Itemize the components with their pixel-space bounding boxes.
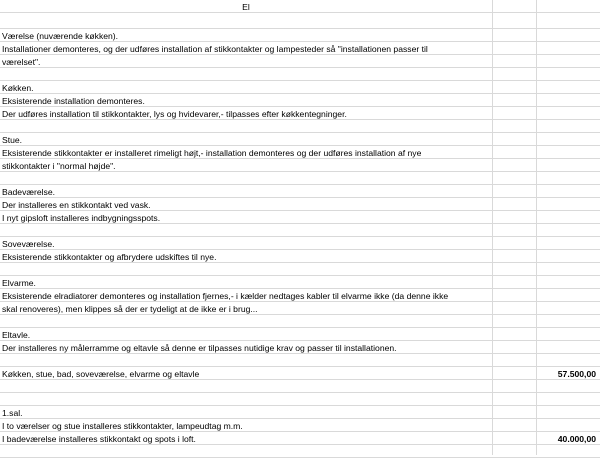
cell-description[interactable]: Der installeres en stikkontakt ved vask. (2, 200, 151, 210)
cell-description[interactable]: Installationer demonteres, og der udføres installation af stikkontakter og lampesteder så "installationen passer til (2, 44, 428, 54)
cell-description[interactable]: I nyt gipsloft installeres indbygningsspots. (2, 213, 161, 223)
cell-description[interactable]: Stue. (2, 135, 23, 145)
table-row (0, 328, 600, 341)
cell-description[interactable]: Eksisterende stikkontakter er installeret rimeligt højt,- installation demonteres og der udføres installation af nye (2, 148, 422, 158)
cell-description[interactable]: Værelse (nuværende køkken). (2, 31, 119, 41)
table-row (0, 289, 600, 302)
cell-description[interactable]: Køkken, stue, bad, soveværelse, elvarme og eltavle (2, 369, 200, 379)
cell-description[interactable]: 1.sal. (2, 408, 23, 418)
table-row (0, 94, 600, 107)
table-row (0, 107, 600, 120)
table-row (0, 224, 600, 237)
cell-description[interactable]: Elvarme. (2, 278, 36, 288)
table-row (0, 354, 600, 367)
table-row (0, 276, 600, 289)
table-row (0, 146, 600, 159)
cell-amount[interactable]: 57.500,00 (557, 369, 596, 379)
table-row (0, 172, 600, 185)
cell-description[interactable]: I badeværelse installeres stikkontakt og spots i loft. (2, 434, 196, 444)
header-row (0, 0, 600, 13)
table-row (0, 16, 600, 29)
cell-description[interactable]: Soveværelse. (2, 239, 55, 249)
cell-description[interactable]: Køkken. (2, 83, 34, 93)
table-row (0, 250, 600, 263)
table-row (0, 55, 600, 68)
table-row (0, 263, 600, 276)
table-row (0, 315, 600, 328)
table-row (0, 42, 600, 55)
cell-description[interactable]: værelset". (2, 57, 41, 67)
cell-description[interactable]: Eksisterende elradiatorer demonteres og installation fjernes,- i kælder nedtages kabler til elvarme ikke (da denne ikke (2, 291, 449, 301)
cell-description[interactable]: Eltavle. (2, 330, 31, 340)
cell-description[interactable]: skal renoveres), men klippes så der er tydeligt at de ikke er i brug... (2, 304, 258, 314)
table-row (0, 341, 600, 354)
cell-amount[interactable]: 40.000,00 (557, 434, 596, 444)
sheet-title[interactable]: El (242, 2, 250, 12)
table-row (0, 445, 600, 458)
table-row (0, 185, 600, 198)
cell-description[interactable]: Der udføres installation til stikkontakter, lys og hvidevarer,- tilpasses efter køkkentegninger. (2, 109, 347, 119)
table-row (0, 68, 600, 81)
cell-description[interactable]: Eksisterende stikkontakter og afbrydere udskiftes til nye. (2, 252, 217, 262)
table-row (0, 237, 600, 250)
table-row (0, 211, 600, 224)
table-row (0, 302, 600, 315)
cell-description[interactable]: Der installeres ny målerramme og eltavle så denne er tilpasses nutidige krav og passer til installationen. (2, 343, 397, 353)
cell-description[interactable]: Eksisterende installation demonteres. (2, 96, 145, 106)
table-row (0, 419, 600, 432)
table-row (0, 367, 600, 380)
table-row (0, 406, 600, 419)
cell-description[interactable]: Badeværelse. (2, 187, 56, 197)
table-row (0, 393, 600, 406)
table-row (0, 432, 600, 445)
cell-description[interactable]: I to værelser og stue installeres stikkontakter, lampeudtag m.m. (2, 421, 243, 431)
table-row (0, 380, 600, 393)
cell-description[interactable]: stikkontakter i "normal højde". (2, 161, 116, 171)
table-row (0, 198, 600, 211)
table-row (0, 159, 600, 172)
table-row (0, 133, 600, 146)
table-row (0, 120, 600, 133)
table-row (0, 81, 600, 94)
table-row (0, 29, 600, 42)
